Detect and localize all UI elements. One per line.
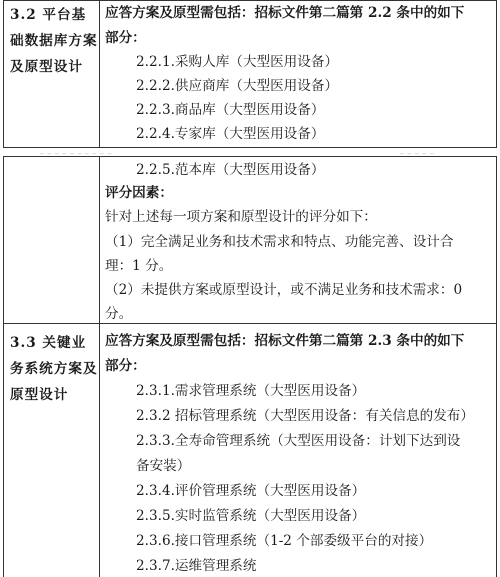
section-3-2-intro-line-2: 部分：: [105, 30, 146, 46]
section-3-3-intro-line-1: 应答方案及原型需包括：招标文件第二篇第 2.3 条中的如下: [105, 333, 465, 349]
list-item: 2.3.3.全寿命管理系统（大型医用设备：计划下达到设: [136, 433, 461, 449]
list-item: 2.2.2.供应商库（大型医用设备）: [136, 78, 339, 94]
list-item-continuation: 备安装）: [136, 458, 191, 474]
criterion-1-line-1: （1）完全满足业务和技术需求和特点、功能完善、设计合: [105, 234, 454, 250]
section-3-3-label-cell: [4, 324, 100, 577]
list-item: 2.3.4.评价管理系统（大型医用设备）: [136, 483, 366, 499]
list-item: 2.2.3.商品库（大型医用设备）: [136, 102, 325, 118]
section-3-2-label-cell: [4, 1, 100, 147]
list-item: 2.3.2 招标管理系统（大型医用设备：有关信息的发布）: [136, 408, 474, 424]
scoring-content-cell: [100, 157, 496, 323]
list-item: 2.2.4.专家库（大型医用设备）: [136, 126, 325, 142]
list-item: 2.3.1.需求管理系统（大型医用设备）: [136, 383, 366, 399]
list-item: 2.2.1.采购人库（大型医用设备）: [136, 54, 339, 70]
criterion-2-line-1: （2）未提供方案或原型设计，或不满足业务和技术需求：0: [105, 282, 463, 298]
score-title: 评分因素：: [105, 185, 173, 201]
list-item: 2.3.5.实时监管系统（大型医用设备）: [136, 508, 366, 524]
score-intro: 针对上述每一项方案和原型设计的评分如下：: [105, 209, 377, 225]
empty-label-cell: [4, 157, 100, 323]
section-3-3-intro-line-2: 部分：: [105, 358, 146, 374]
criterion-2-line-2: 分。: [105, 306, 133, 322]
table-segment-top: [3, 0, 497, 148]
table-segment-bottom: [3, 324, 497, 577]
list-item: 2.2.5.范本库（大型医用设备）: [136, 162, 325, 178]
section-3-2-label: 3.2 平台基础数据库方案及原型设计: [10, 7, 98, 75]
section-3-2-intro-line-1: 应答方案及原型需包括：招标文件第二篇第 2.2 条中的如下: [105, 5, 465, 21]
list-item: 2.3.6.接口管理系统（1-2 个部委级平台的对接）: [136, 533, 433, 549]
table-segment-middle: [3, 156, 497, 324]
criterion-1-line-2: 理：1 分。: [105, 258, 173, 274]
page-break-artifact: ─ ─ ─ ─ ─: [400, 151, 435, 158]
section-3-3-content-cell: [100, 324, 496, 577]
page-break-artifact: ─ ─ ─ ─ ─ ─ ─ ─ ─ ─: [40, 151, 113, 158]
list-item: 2.3.7.运维管理系统: [136, 558, 257, 574]
section-3-2-content-cell: [100, 1, 496, 147]
section-3-3-label: 3.3 关键业务系统方案及原型设计: [10, 335, 98, 403]
